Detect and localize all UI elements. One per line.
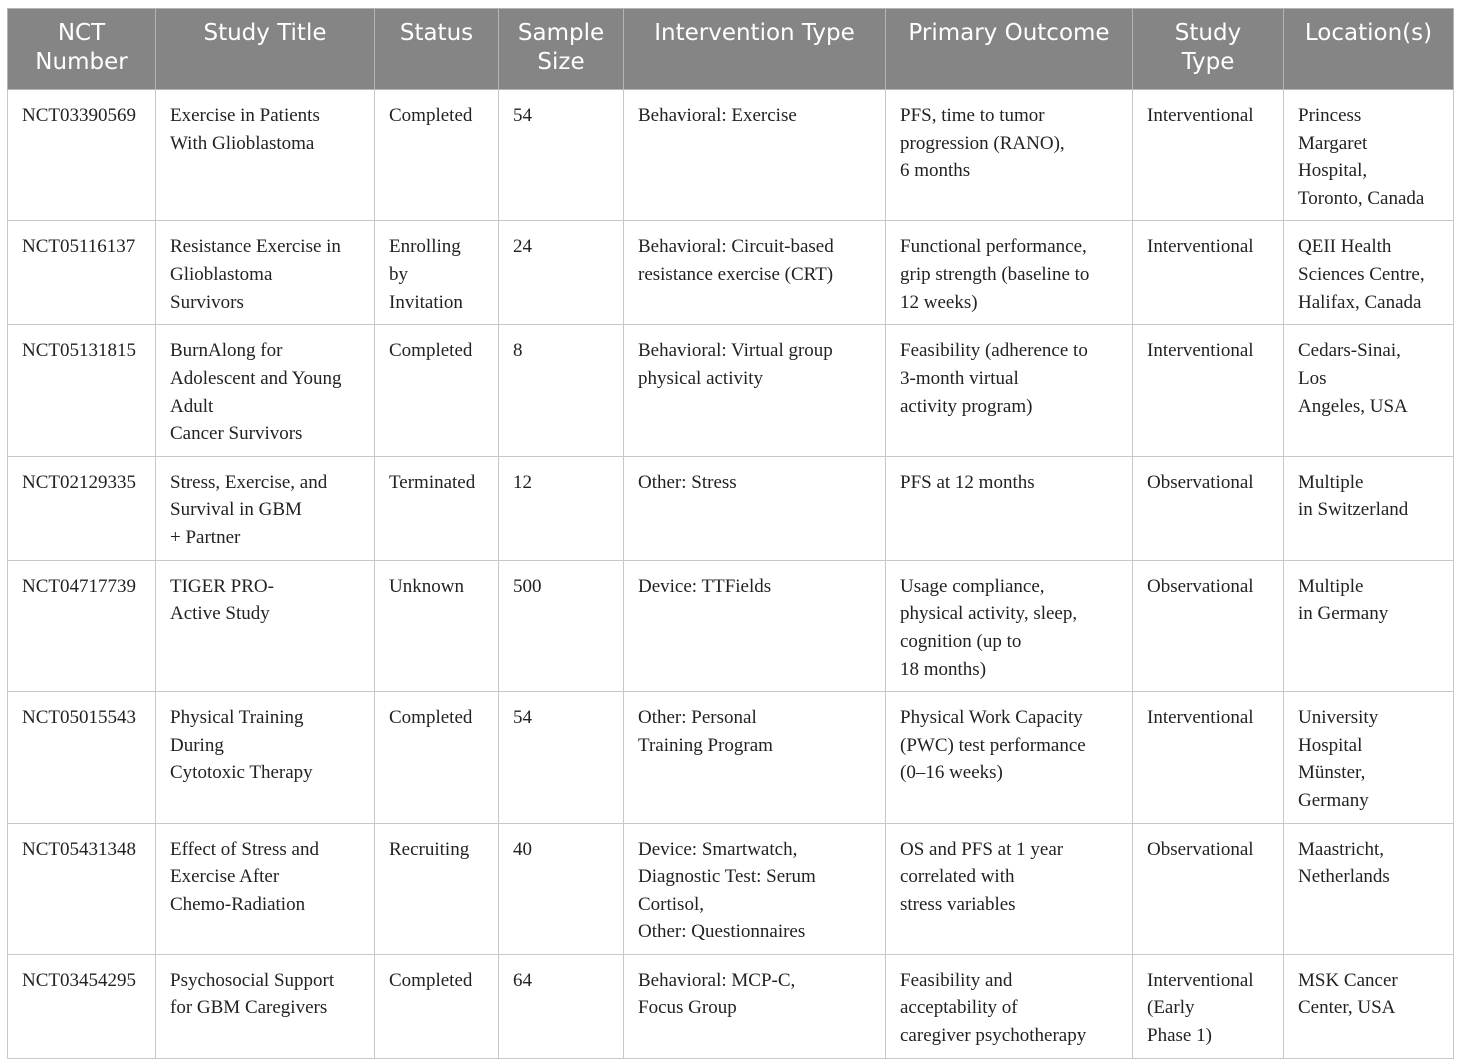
cell-status: Terminated (375, 456, 499, 560)
cell-status: Enrolling by Invitation (375, 221, 499, 325)
cell-status: Completed (375, 325, 499, 456)
cell-locations: Maastricht, Netherlands (1284, 823, 1454, 954)
cell-locations: University Hospital Münster, Germany (1284, 692, 1454, 823)
table-row (8, 823, 1454, 954)
cell-nct-number: NCT03454295 (8, 954, 156, 1058)
cell-intervention-type: Device: Smartwatch, Diagnostic Test: Serum Cortisol, Other: Questionnaires (624, 823, 886, 954)
cell-sample-size: 8 (499, 325, 624, 456)
cell-study-type: Observational (1133, 456, 1284, 560)
cell-primary-outcome: Functional performance, grip strength (baseline to 12 weeks) (886, 221, 1133, 325)
cell-nct-number: NCT05431348 (8, 823, 156, 954)
table-row (8, 692, 1454, 823)
cell-sample-size: 54 (499, 692, 624, 823)
cell-study-title: BurnAlong for Adolescent and Young Adult Cancer Survivors (156, 325, 375, 456)
cell-nct-number: NCT04717739 (8, 560, 156, 691)
cell-nct-number: NCT02129335 (8, 456, 156, 560)
cell-intervention-type: Other: Stress (624, 456, 886, 560)
clinical-trials-table (7, 8, 1454, 1059)
cell-primary-outcome: OS and PFS at 1 year correlated with stress variables (886, 823, 1133, 954)
cell-study-type: Interventional (1133, 325, 1284, 456)
cell-sample-size: 12 (499, 456, 624, 560)
cell-locations: QEII Health Sciences Centre, Halifax, Canada (1284, 221, 1454, 325)
header-status: Status (375, 9, 499, 90)
header-study-type: Study Type (1133, 9, 1284, 90)
header-study-title: Study Title (156, 9, 375, 90)
cell-study-type: Observational (1133, 823, 1284, 954)
cell-primary-outcome: Feasibility and acceptability of caregiver psychotherapy (886, 954, 1133, 1058)
cell-study-title: Stress, Exercise, and Survival in GBM + Partner (156, 456, 375, 560)
header-locations: Location(s) (1284, 9, 1454, 90)
cell-primary-outcome: PFS, time to tumor progression (RANO), 6 months (886, 90, 1133, 221)
cell-primary-outcome: PFS at 12 months (886, 456, 1133, 560)
cell-status: Completed (375, 692, 499, 823)
cell-sample-size: 64 (499, 954, 624, 1058)
cell-nct-number: NCT05116137 (8, 221, 156, 325)
cell-study-type: Interventional (1133, 692, 1284, 823)
cell-study-title: Exercise in Patients With Glioblastoma (156, 90, 375, 221)
cell-intervention-type: Behavioral: Exercise (624, 90, 886, 221)
cell-status: Unknown (375, 560, 499, 691)
cell-locations: Princess Margaret Hospital, Toronto, Canada (1284, 90, 1454, 221)
header-row (8, 9, 1454, 90)
table-row (8, 456, 1454, 560)
cell-study-title: Effect of Stress and Exercise After Chemo-Radiation (156, 823, 375, 954)
cell-locations: Multiple in Switzerland (1284, 456, 1454, 560)
cell-study-type: Interventional (1133, 90, 1284, 221)
table-row (8, 90, 1454, 221)
cell-sample-size: 54 (499, 90, 624, 221)
cell-nct-number: NCT05015543 (8, 692, 156, 823)
cell-nct-number: NCT03390569 (8, 90, 156, 221)
cell-study-title: Resistance Exercise in Glioblastoma Survivors (156, 221, 375, 325)
cell-study-title: Physical Training During Cytotoxic Therapy (156, 692, 375, 823)
table-row (8, 325, 1454, 456)
cell-sample-size: 24 (499, 221, 624, 325)
cell-status: Completed (375, 954, 499, 1058)
table-row (8, 954, 1454, 1058)
header-intervention-type: Intervention Type (624, 9, 886, 90)
cell-intervention-type: Other: Personal Training Program (624, 692, 886, 823)
table-row (8, 221, 1454, 325)
cell-status: Completed (375, 90, 499, 221)
cell-primary-outcome: Physical Work Capacity (PWC) test performance (0–16 weeks) (886, 692, 1133, 823)
cell-study-title: TIGER PRO- Active Study (156, 560, 375, 691)
cell-locations: MSK Cancer Center, USA (1284, 954, 1454, 1058)
header-nct-number: NCT Number (8, 9, 156, 90)
cell-primary-outcome: Usage compliance, physical activity, sleep, cognition (up to 18 months) (886, 560, 1133, 691)
cell-intervention-type: Behavioral: Circuit-based resistance exercise (CRT) (624, 221, 886, 325)
cell-study-type: Interventional (1133, 221, 1284, 325)
cell-intervention-type: Behavioral: MCP-C, Focus Group (624, 954, 886, 1058)
cell-sample-size: 40 (499, 823, 624, 954)
cell-locations: Cedars-Sinai, Los Angeles, USA (1284, 325, 1454, 456)
cell-study-type: Observational (1133, 560, 1284, 691)
cell-nct-number: NCT05131815 (8, 325, 156, 456)
cell-intervention-type: Behavioral: Virtual group physical activity (624, 325, 886, 456)
header-primary-outcome: Primary Outcome (886, 9, 1133, 90)
cell-intervention-type: Device: TTFields (624, 560, 886, 691)
cell-status: Recruiting (375, 823, 499, 954)
cell-locations: Multiple in Germany (1284, 560, 1454, 691)
cell-sample-size: 500 (499, 560, 624, 691)
cell-primary-outcome: Feasibility (adherence to 3-month virtual activity program) (886, 325, 1133, 456)
header-sample-size: Sample Size (499, 9, 624, 90)
cell-study-title: Psychosocial Support for GBM Caregivers (156, 954, 375, 1058)
table-row (8, 560, 1454, 691)
cell-study-type: Interventional (Early Phase 1) (1133, 954, 1284, 1058)
